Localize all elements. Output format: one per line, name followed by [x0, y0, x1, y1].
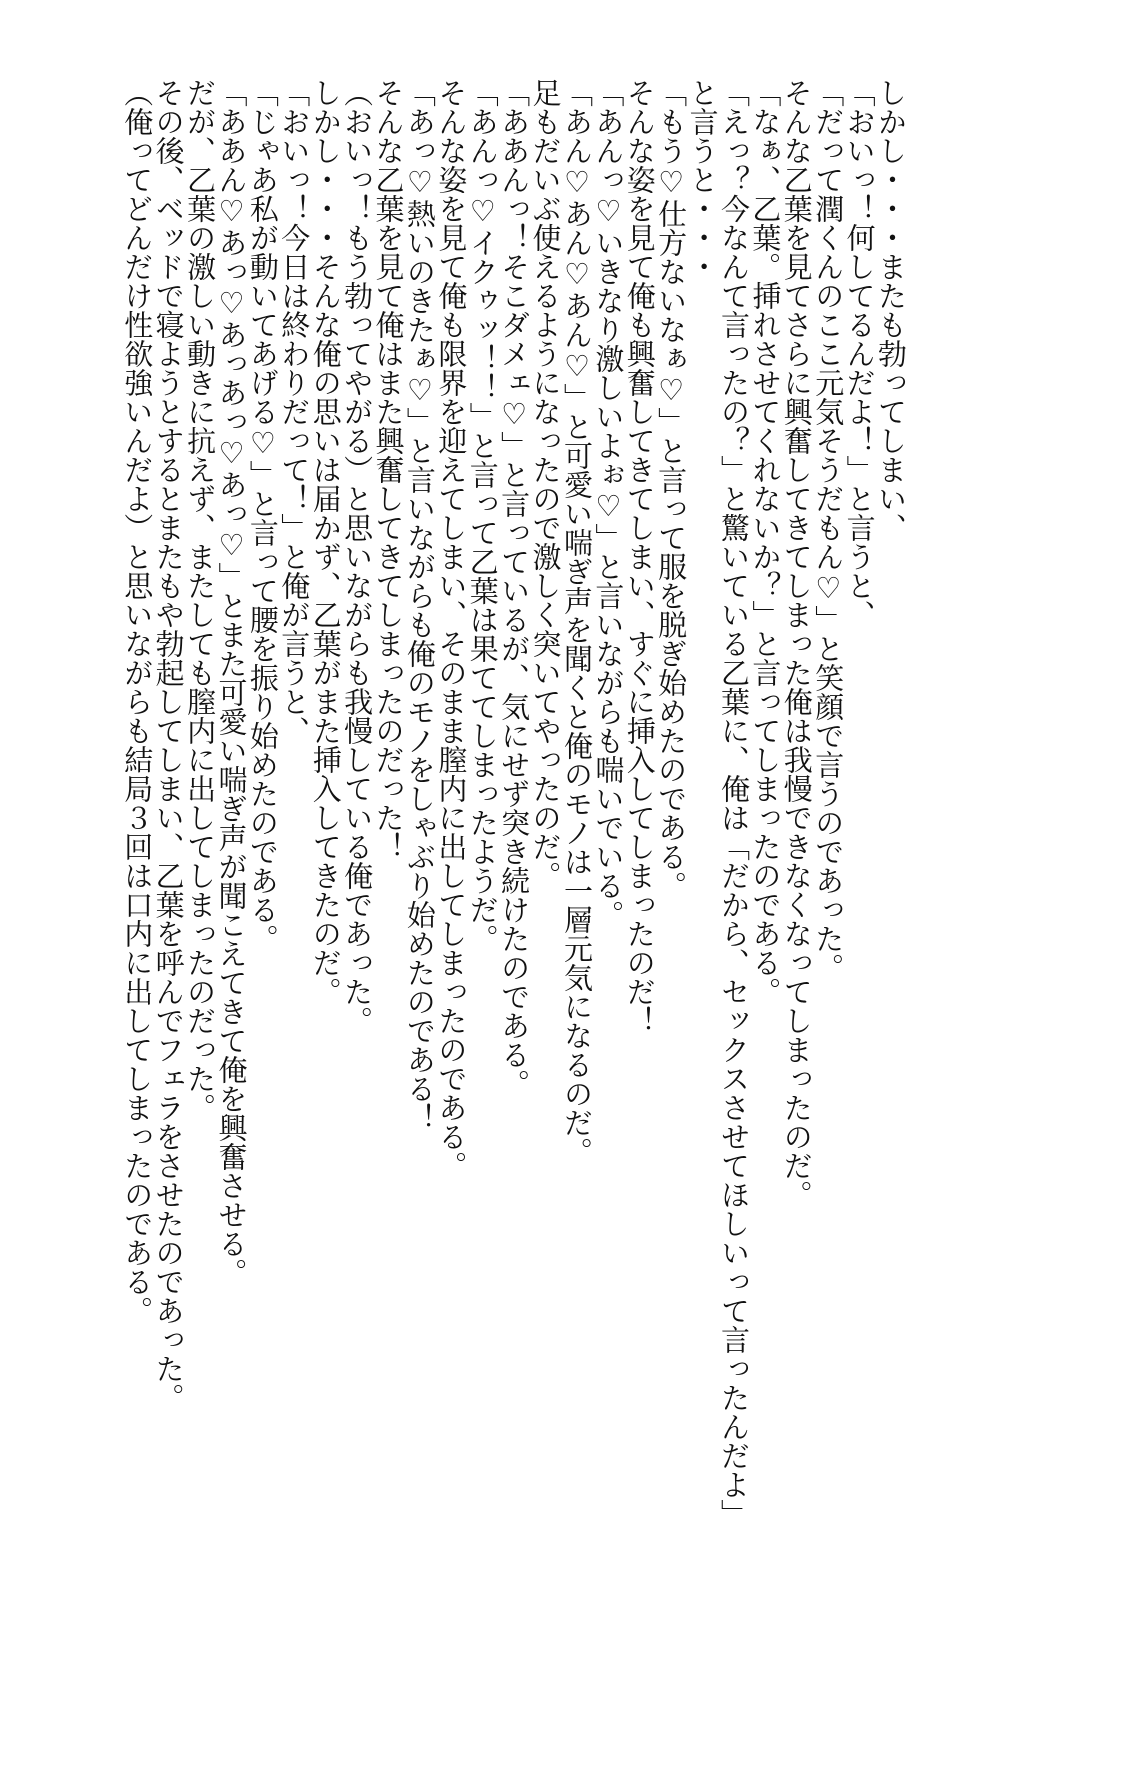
text-line: 「じゃあ私が動いてあげる♡」と言って腰を振り始めたのである。: [245, 78, 280, 953]
text-line: 「あんっ♡いきなり激しいよぉ♡」と言いながらも喘いでいる。: [591, 78, 626, 929]
text-line: 「おいっ！今日は終わりだって！」と俺が言うと、: [277, 78, 312, 745]
text-line: 「ああん♡あっ♡あっあっ♡あっ♡」とまた可愛い喘ぎ声が聞こえてきて俺を興奮させる。: [214, 78, 249, 1287]
text-line: 「あっ♡熱いのきたぁ♡」と言いながらも俺のモノをしゃぶり始めたのである！: [402, 78, 437, 1132]
text-line: そんな乙葉を見てさらに興奮してきてしまった俺は我慢できなくなってしまったのだ。: [779, 78, 814, 1209]
text-line: その後、ベッドで寝ようとするとまたもや勃起してしまい、乙葉を呼んでフェラをさせたのであった。: [151, 78, 186, 1412]
text-line: だが、乙葉の激しい動きに抗えず、またしても膣内に出してしまったのだった。: [183, 78, 218, 1122]
text-line: 「あん♡あん♡あん♡」と可愛い喘ぎ声を聞くと俺のモノは一層元気になるのだ。: [559, 78, 594, 1166]
text-line: しかし・・・またも勃ってしまい、: [874, 78, 908, 542]
text-line: 「もう♡仕方ないなぁ♡」と言って服を脱ぎ始めたのである。: [654, 78, 689, 900]
text-line: 「あんっ♡イクゥッ！！」と言って乙葉は果ててしまったようだ。: [465, 78, 500, 953]
text-line: 「なぁ、乙葉。挿れさせてくれないか？」と言ってしまったのである。: [748, 78, 783, 1006]
text-line: しかし・・・そんな俺の思いは届かず、乙葉がまた挿入してきたのだ。: [308, 78, 343, 1006]
text-line: そんな姿を見て俺も限界を迎えてしまい、そのまま膣内に出してしまったのである。: [434, 78, 469, 1180]
text-line: 「おいっ！何してるんだよ！」と言うと、: [842, 78, 877, 629]
text-line: そんな姿を見て俺も興奮してきてしまい、すぐに挿入してしまったのだ！: [622, 78, 657, 1035]
text-line: 「だって潤くんのここ元気そうだもん♡」と笑顔で言うのであった。: [811, 78, 846, 982]
text-line: と言うと・・・: [685, 78, 720, 281]
text-line: 「えっ？今なんて言ったの？」と驚いている乙葉に、俺は「だから、セックスさせてほしいって言ったんだよ」: [716, 78, 751, 1528]
text-line: 足もだいぶ使えるようになったので激しく突いてやったのだ。: [528, 78, 563, 890]
text-line: （俺ってどんだけ性欲強いんだよ）と思いながらも結局３回は口内に出してしまったのである。: [120, 78, 155, 1325]
text-line: そんな乙葉を見て俺はまた興奮してきてしまったのだった！: [371, 78, 406, 861]
text-line: （おいっ！もう勃ってやがる）と思いながらも我慢している俺であった。: [340, 78, 375, 1035]
text-line: 「ああんっ！そこダメェ♡」と言っているが、気にせず突き続けたのである。: [497, 78, 532, 1098]
vertical-text-body: [121, 78, 906, 1638]
